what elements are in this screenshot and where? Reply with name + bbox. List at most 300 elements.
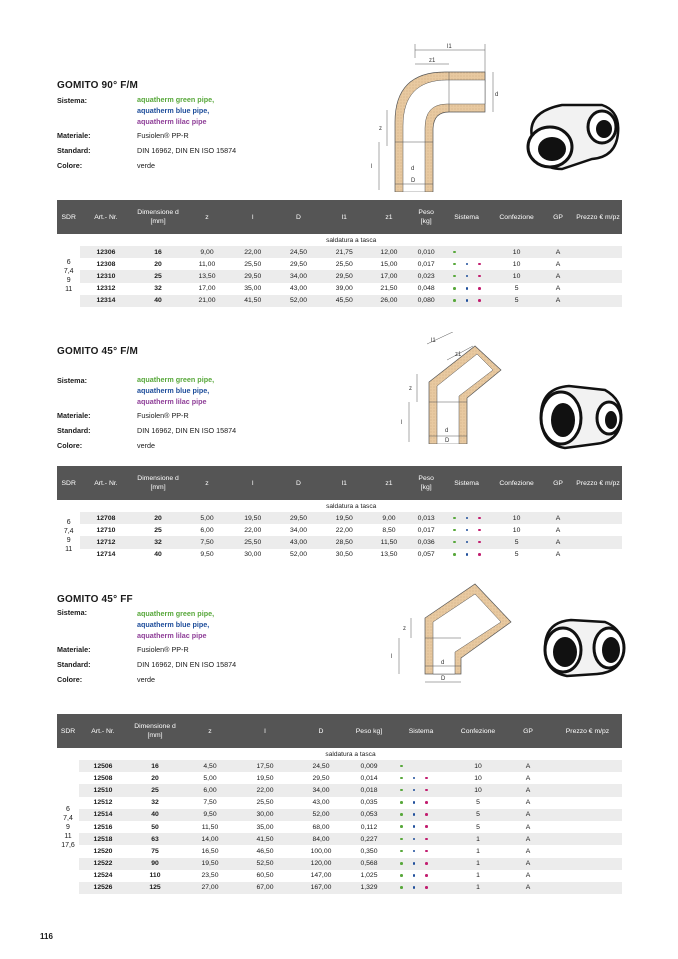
cell-gp: A <box>542 524 574 536</box>
cell-l: 60,50 <box>237 870 293 882</box>
cell-gp: A <box>503 784 553 796</box>
col-D: D <box>293 714 349 748</box>
cell-D: 24,50 <box>293 760 349 772</box>
cell-z1: 12,00 <box>368 246 411 258</box>
cell-d: 25 <box>131 270 184 282</box>
cell-D: 84,00 <box>293 833 349 845</box>
cell-gp: A <box>503 870 553 882</box>
cell-gp: A <box>503 845 553 857</box>
dim-d-bottom: d <box>411 166 415 172</box>
col-dim: Dimensione d [mm] <box>131 200 184 234</box>
cell-prezzo <box>574 536 622 548</box>
sdr-value: 9 <box>66 537 71 545</box>
green-system-dot-icon <box>400 874 403 877</box>
blue-system-dot-icon <box>466 553 469 556</box>
cell-art: 12508 <box>79 772 127 784</box>
sdr-value: 11 <box>64 832 72 840</box>
colore-value: verde <box>137 441 155 450</box>
label-sistema: Sistema: <box>57 376 87 385</box>
cell-art: 12518 <box>79 833 127 845</box>
cell-gp: A <box>503 809 553 821</box>
green-system-dot-icon <box>453 251 456 254</box>
cell-conf: 5 <box>491 283 542 295</box>
cell-peso: 0,350 <box>349 845 389 857</box>
blue-system-dot-icon <box>466 299 469 302</box>
cell-l: 30,00 <box>229 549 276 561</box>
sistema-dots <box>389 809 453 821</box>
cell-conf: 1 <box>453 870 503 882</box>
dim-D: D <box>411 178 416 184</box>
cell-art: 12524 <box>79 870 127 882</box>
cell-peso: 0,036 <box>410 536 442 548</box>
cell-d: 125 <box>127 882 183 894</box>
table-row <box>57 246 622 258</box>
blue-system-dot-icon <box>466 529 469 532</box>
col-prezzo: Prezzo € m/pz <box>553 714 622 748</box>
cell-prezzo <box>574 283 622 295</box>
col-confezione: Confezione <box>453 714 503 748</box>
blue-system-dot-icon <box>413 862 416 865</box>
system-green: aquatherm green pipe, <box>137 375 215 384</box>
cell-conf: 5 <box>491 549 542 561</box>
cell-d: 20 <box>127 772 183 784</box>
table-row <box>57 845 622 857</box>
cell-z: 6,00 <box>185 524 230 536</box>
col-art: Art.- Nr. <box>80 466 131 500</box>
col-prezzo: Prezzo € m/pz <box>574 466 622 500</box>
cell-prezzo <box>553 858 622 870</box>
sdr-value: 6 <box>66 805 70 813</box>
col-peso: Peso [kg] <box>410 466 442 500</box>
table-row <box>57 833 622 845</box>
cell-l1: 21,75 <box>321 246 368 258</box>
lilac-system-dot-icon <box>478 299 481 302</box>
lilac-system-dot-icon <box>425 777 428 780</box>
cell-D: 167,00 <box>293 882 349 894</box>
cell-prezzo <box>574 512 622 524</box>
system-green: aquatherm green pipe, <box>137 95 215 104</box>
section-title: GOMITO 90° F/M <box>57 80 139 91</box>
green-system-dot-icon <box>453 541 456 544</box>
sdr-cell <box>57 246 80 307</box>
materiale-value: Fusiolen® PP-R <box>137 131 189 140</box>
cell-D: 68,00 <box>293 821 349 833</box>
cell-D: 52,00 <box>276 549 321 561</box>
cell-prezzo <box>553 821 622 833</box>
lilac-system-dot-icon <box>425 850 428 853</box>
green-system-dot-icon <box>453 529 456 532</box>
subheader-spacer <box>57 748 79 760</box>
col-z: z <box>185 466 230 500</box>
cell-D: 24,50 <box>276 246 321 258</box>
cell-d: 63 <box>127 833 183 845</box>
col-z1: z1 <box>368 466 411 500</box>
cell-conf: 10 <box>491 524 542 536</box>
cell-peso: 0,053 <box>349 809 389 821</box>
green-system-dot-icon <box>400 801 403 804</box>
header-row <box>57 714 622 748</box>
sdr-value: 11 <box>65 286 73 294</box>
technical-drawing-45-ff <box>379 578 519 694</box>
cell-d: 75 <box>127 845 183 857</box>
lilac-system-dot-icon <box>425 801 428 804</box>
dim-d: d <box>445 428 449 434</box>
sistema-dots <box>389 821 453 833</box>
blue-system-dot-icon <box>413 825 416 828</box>
blue-system-dot-icon <box>466 287 469 290</box>
col-confezione: Confezione <box>491 466 542 500</box>
cell-l: 30,00 <box>237 809 293 821</box>
cell-d: 20 <box>131 512 184 524</box>
blue-system-dot-icon <box>413 789 416 792</box>
system-list <box>137 606 214 641</box>
cell-gp: A <box>503 821 553 833</box>
sdr-value: 17,6 <box>61 841 75 849</box>
cell-conf: 10 <box>491 258 542 270</box>
cell-prezzo <box>574 549 622 561</box>
table-row <box>57 258 622 270</box>
label-standard: Standard: <box>57 426 91 435</box>
green-system-dot-icon <box>453 263 456 266</box>
cell-art: 12314 <box>80 295 131 307</box>
col-prezzo: Prezzo € m/pz <box>574 200 622 234</box>
cell-peso: 1,025 <box>349 870 389 882</box>
sistema-dots <box>442 258 491 270</box>
system-list <box>137 374 214 407</box>
cell-art: 12526 <box>79 882 127 894</box>
header-row <box>57 466 622 500</box>
cell-conf: 5 <box>453 797 503 809</box>
cell-D: 52,00 <box>293 809 349 821</box>
cell-l: 67,00 <box>237 882 293 894</box>
col-z1: z1 <box>368 200 411 234</box>
col-confezione: Confezione <box>491 200 542 234</box>
cell-d: 40 <box>131 549 184 561</box>
subheader-row <box>57 748 622 760</box>
green-system-dot-icon <box>400 765 403 768</box>
cell-z1: 15,00 <box>368 258 411 270</box>
dim-l: l <box>391 654 393 660</box>
subheader-label: saldatura a tasca <box>79 748 622 760</box>
sistema-dots <box>389 772 453 784</box>
cell-conf: 10 <box>453 784 503 796</box>
system-lilac: aquatherm lilac pipe <box>137 397 207 406</box>
cell-z: 19,50 <box>183 858 237 870</box>
label-standard: Standard: <box>57 660 91 669</box>
subheader-spacer <box>57 234 80 246</box>
cell-D: 34,00 <box>276 270 321 282</box>
green-system-dot-icon <box>453 275 456 278</box>
blue-system-dot-icon <box>466 517 469 520</box>
green-system-dot-icon <box>400 850 403 853</box>
cell-l: 46,50 <box>237 845 293 857</box>
cell-art: 12512 <box>79 797 127 809</box>
sdr-cell <box>57 512 80 561</box>
section-title: GOMITO 45° FF <box>57 594 133 605</box>
table-row <box>57 784 622 796</box>
col-sdr: SDR <box>57 714 79 748</box>
cell-z1: 8,50 <box>368 524 411 536</box>
dim-d: d <box>441 660 445 666</box>
lilac-system-dot-icon <box>478 517 481 520</box>
cell-l1: 45,50 <box>321 295 368 307</box>
table-row <box>57 882 622 894</box>
cell-d: 20 <box>131 258 184 270</box>
cell-prezzo <box>553 882 622 894</box>
col-dim: Dimensione d [mm] <box>131 466 184 500</box>
cell-l: 35,00 <box>237 821 293 833</box>
blue-system-dot-icon <box>413 874 416 877</box>
green-system-dot-icon <box>453 287 456 290</box>
cell-l: 29,50 <box>229 270 276 282</box>
col-peso: Peso [kg] <box>410 200 442 234</box>
label-colore: Colore: <box>57 441 83 450</box>
sdr-value: 9 <box>66 277 71 285</box>
col-dim: Dimensione d [mm] <box>127 714 183 748</box>
col-l: l <box>229 466 276 500</box>
cell-gp: A <box>542 512 574 524</box>
cell-prezzo <box>553 809 622 821</box>
cell-gp: A <box>503 858 553 870</box>
dim-l: l <box>401 420 403 426</box>
cell-d: 16 <box>127 760 183 772</box>
table-row <box>57 524 622 536</box>
blue-system-dot-icon <box>466 275 469 278</box>
cell-z: 4,50 <box>183 760 237 772</box>
cell-l1: 28,50 <box>321 536 368 548</box>
cell-gp: A <box>542 295 574 307</box>
cell-l1: 19,50 <box>321 512 368 524</box>
cell-prezzo <box>574 295 622 307</box>
dim-z1: z1 <box>429 58 436 64</box>
cell-l1: 22,00 <box>321 524 368 536</box>
cell-z1: 13,50 <box>368 549 411 561</box>
cell-l: 19,50 <box>237 772 293 784</box>
table-row <box>57 870 622 882</box>
cell-peso: 0,568 <box>349 858 389 870</box>
cell-art: 12710 <box>80 524 131 536</box>
col-sistema: Sistema <box>442 466 491 500</box>
cell-d: 40 <box>131 295 184 307</box>
green-system-dot-icon <box>400 777 403 780</box>
materiale-value: Fusiolen® PP-R <box>137 645 189 654</box>
lilac-system-dot-icon <box>478 275 481 278</box>
sdr-value: 7,4 <box>63 268 74 276</box>
materiale-value: Fusiolen® PP-R <box>137 411 189 420</box>
cell-gp: A <box>503 772 553 784</box>
cell-conf: 1 <box>453 882 503 894</box>
blue-system-dot-icon <box>413 886 416 889</box>
col-gp: GP <box>542 200 574 234</box>
cell-l: 22,00 <box>229 524 276 536</box>
cell-conf: 10 <box>491 270 542 282</box>
col-l1: l1 <box>321 200 368 234</box>
table-row <box>57 772 622 784</box>
system-blue: aquatherm blue pipe, <box>137 386 210 395</box>
cell-peso: 0,017 <box>410 524 442 536</box>
cell-art: 12708 <box>80 512 131 524</box>
table-row <box>57 270 622 282</box>
cell-conf: 10 <box>453 772 503 784</box>
label-colore: Colore: <box>57 675 83 684</box>
blue-system-dot-icon <box>413 801 416 804</box>
lilac-system-dot-icon <box>425 838 428 841</box>
cell-conf: 10 <box>491 512 542 524</box>
cell-l: 19,50 <box>229 512 276 524</box>
table-row <box>57 283 622 295</box>
cell-prezzo <box>574 258 622 270</box>
lilac-system-dot-icon <box>425 886 428 889</box>
green-system-dot-icon <box>400 838 403 841</box>
system-list <box>137 94 214 127</box>
spec-table-45-ff <box>57 714 622 894</box>
cell-z: 27,00 <box>183 882 237 894</box>
cell-z1: 17,00 <box>368 270 411 282</box>
blue-system-dot-icon <box>413 813 416 816</box>
lilac-system-dot-icon <box>478 541 481 544</box>
sdr-value: 9 <box>66 823 70 831</box>
section-title: GOMITO 45° F/M <box>57 346 139 357</box>
cell-l: 25,50 <box>229 536 276 548</box>
dim-z: z <box>379 126 382 132</box>
green-system-dot-icon <box>400 789 403 792</box>
cell-peso: 0,048 <box>410 283 442 295</box>
cell-l: 22,00 <box>237 784 293 796</box>
green-system-dot-icon <box>453 553 456 556</box>
cell-l: 35,00 <box>229 283 276 295</box>
sistema-dots <box>389 833 453 845</box>
cell-D: 43,00 <box>276 536 321 548</box>
label-materiale: Materiale: <box>57 645 91 654</box>
sistema-dots <box>442 270 491 282</box>
cell-z: 11,00 <box>185 258 230 270</box>
sistema-dots <box>389 870 453 882</box>
technical-drawing-45 <box>397 332 537 444</box>
cell-d: 25 <box>127 784 183 796</box>
col-z: z <box>183 714 237 748</box>
cell-l1: 29,50 <box>321 270 368 282</box>
header-row <box>57 200 622 234</box>
dim-d-right: d <box>495 92 499 98</box>
sistema-dots <box>389 760 453 772</box>
cell-z1: 21,50 <box>368 283 411 295</box>
green-system-dot-icon <box>453 299 456 302</box>
cell-d: 32 <box>131 283 184 295</box>
cell-z: 9,50 <box>183 809 237 821</box>
dim-z: z <box>409 386 412 392</box>
cell-conf: 1 <box>453 845 503 857</box>
cell-z1: 11,50 <box>368 536 411 548</box>
cell-d: 25 <box>131 524 184 536</box>
subheader-spacer <box>57 500 80 512</box>
cell-prezzo <box>553 760 622 772</box>
system-green: aquatherm green pipe, <box>137 609 215 618</box>
table-row <box>57 549 622 561</box>
blue-system-dot-icon <box>466 541 469 544</box>
sdr-value: 7,4 <box>63 814 73 822</box>
lilac-system-dot-icon <box>425 789 428 792</box>
cell-z: 17,00 <box>185 283 230 295</box>
col-sdr: SDR <box>57 200 80 234</box>
col-D: D <box>276 466 321 500</box>
sistema-dots <box>389 797 453 809</box>
cell-peso: 0,227 <box>349 833 389 845</box>
cell-D: 34,00 <box>293 784 349 796</box>
cell-D: 29,50 <box>276 258 321 270</box>
standard-value: DIN 16962, DIN EN ISO 15874 <box>137 146 237 155</box>
green-system-dot-icon <box>400 825 403 828</box>
subheader-row <box>57 234 622 246</box>
cell-D: 120,00 <box>293 858 349 870</box>
cell-z: 13,50 <box>185 270 230 282</box>
lilac-system-dot-icon <box>425 813 428 816</box>
cell-d: 110 <box>127 870 183 882</box>
sdr-cell <box>57 760 79 894</box>
table-row <box>57 809 622 821</box>
lilac-system-dot-icon <box>478 287 481 290</box>
cell-gp: A <box>503 760 553 772</box>
cell-peso: 0,009 <box>349 760 389 772</box>
cell-z: 6,00 <box>183 784 237 796</box>
cell-z1: 26,00 <box>368 295 411 307</box>
dim-l1: l1 <box>447 44 452 50</box>
cell-d: 50 <box>127 821 183 833</box>
cell-gp: A <box>503 882 553 894</box>
cell-conf: 5 <box>491 295 542 307</box>
cell-gp: A <box>542 258 574 270</box>
table-row <box>57 760 622 772</box>
col-gp: GP <box>542 466 574 500</box>
cell-gp: A <box>542 283 574 295</box>
cell-gp: A <box>542 246 574 258</box>
sistema-dots <box>389 845 453 857</box>
blue-system-dot-icon <box>413 838 416 841</box>
col-l: l <box>237 714 293 748</box>
cell-z: 5,00 <box>185 512 230 524</box>
cell-conf: 10 <box>491 246 542 258</box>
cell-prezzo <box>553 784 622 796</box>
dim-z: z <box>403 626 406 632</box>
lilac-system-dot-icon <box>425 874 428 877</box>
cell-art: 12514 <box>79 809 127 821</box>
cell-gp: A <box>542 270 574 282</box>
technical-drawing-90 <box>367 42 507 192</box>
cell-conf: 10 <box>453 760 503 772</box>
col-l1: l1 <box>321 466 368 500</box>
cell-peso: 0,112 <box>349 821 389 833</box>
lilac-system-dot-icon <box>478 529 481 532</box>
standard-value: DIN 16962, DIN EN ISO 15874 <box>137 660 237 669</box>
product-photo-90 <box>522 97 622 179</box>
cell-l: 25,50 <box>229 258 276 270</box>
cell-peso: 0,010 <box>410 246 442 258</box>
cell-art: 12310 <box>80 270 131 282</box>
blue-system-dot-icon <box>413 777 416 780</box>
system-lilac: aquatherm lilac pipe <box>137 117 207 126</box>
spec-table-90 <box>57 200 622 307</box>
col-sistema: Sistema <box>442 200 491 234</box>
system-blue: aquatherm blue pipe, <box>137 106 210 115</box>
col-z: z <box>185 200 230 234</box>
cell-peso: 0,014 <box>349 772 389 784</box>
lilac-system-dot-icon <box>478 263 481 266</box>
cell-D: 34,00 <box>276 524 321 536</box>
cell-art: 12516 <box>79 821 127 833</box>
cell-gp: A <box>503 797 553 809</box>
cell-peso: 0,013 <box>410 512 442 524</box>
cell-peso: 0,057 <box>410 549 442 561</box>
sistema-dots <box>442 295 491 307</box>
